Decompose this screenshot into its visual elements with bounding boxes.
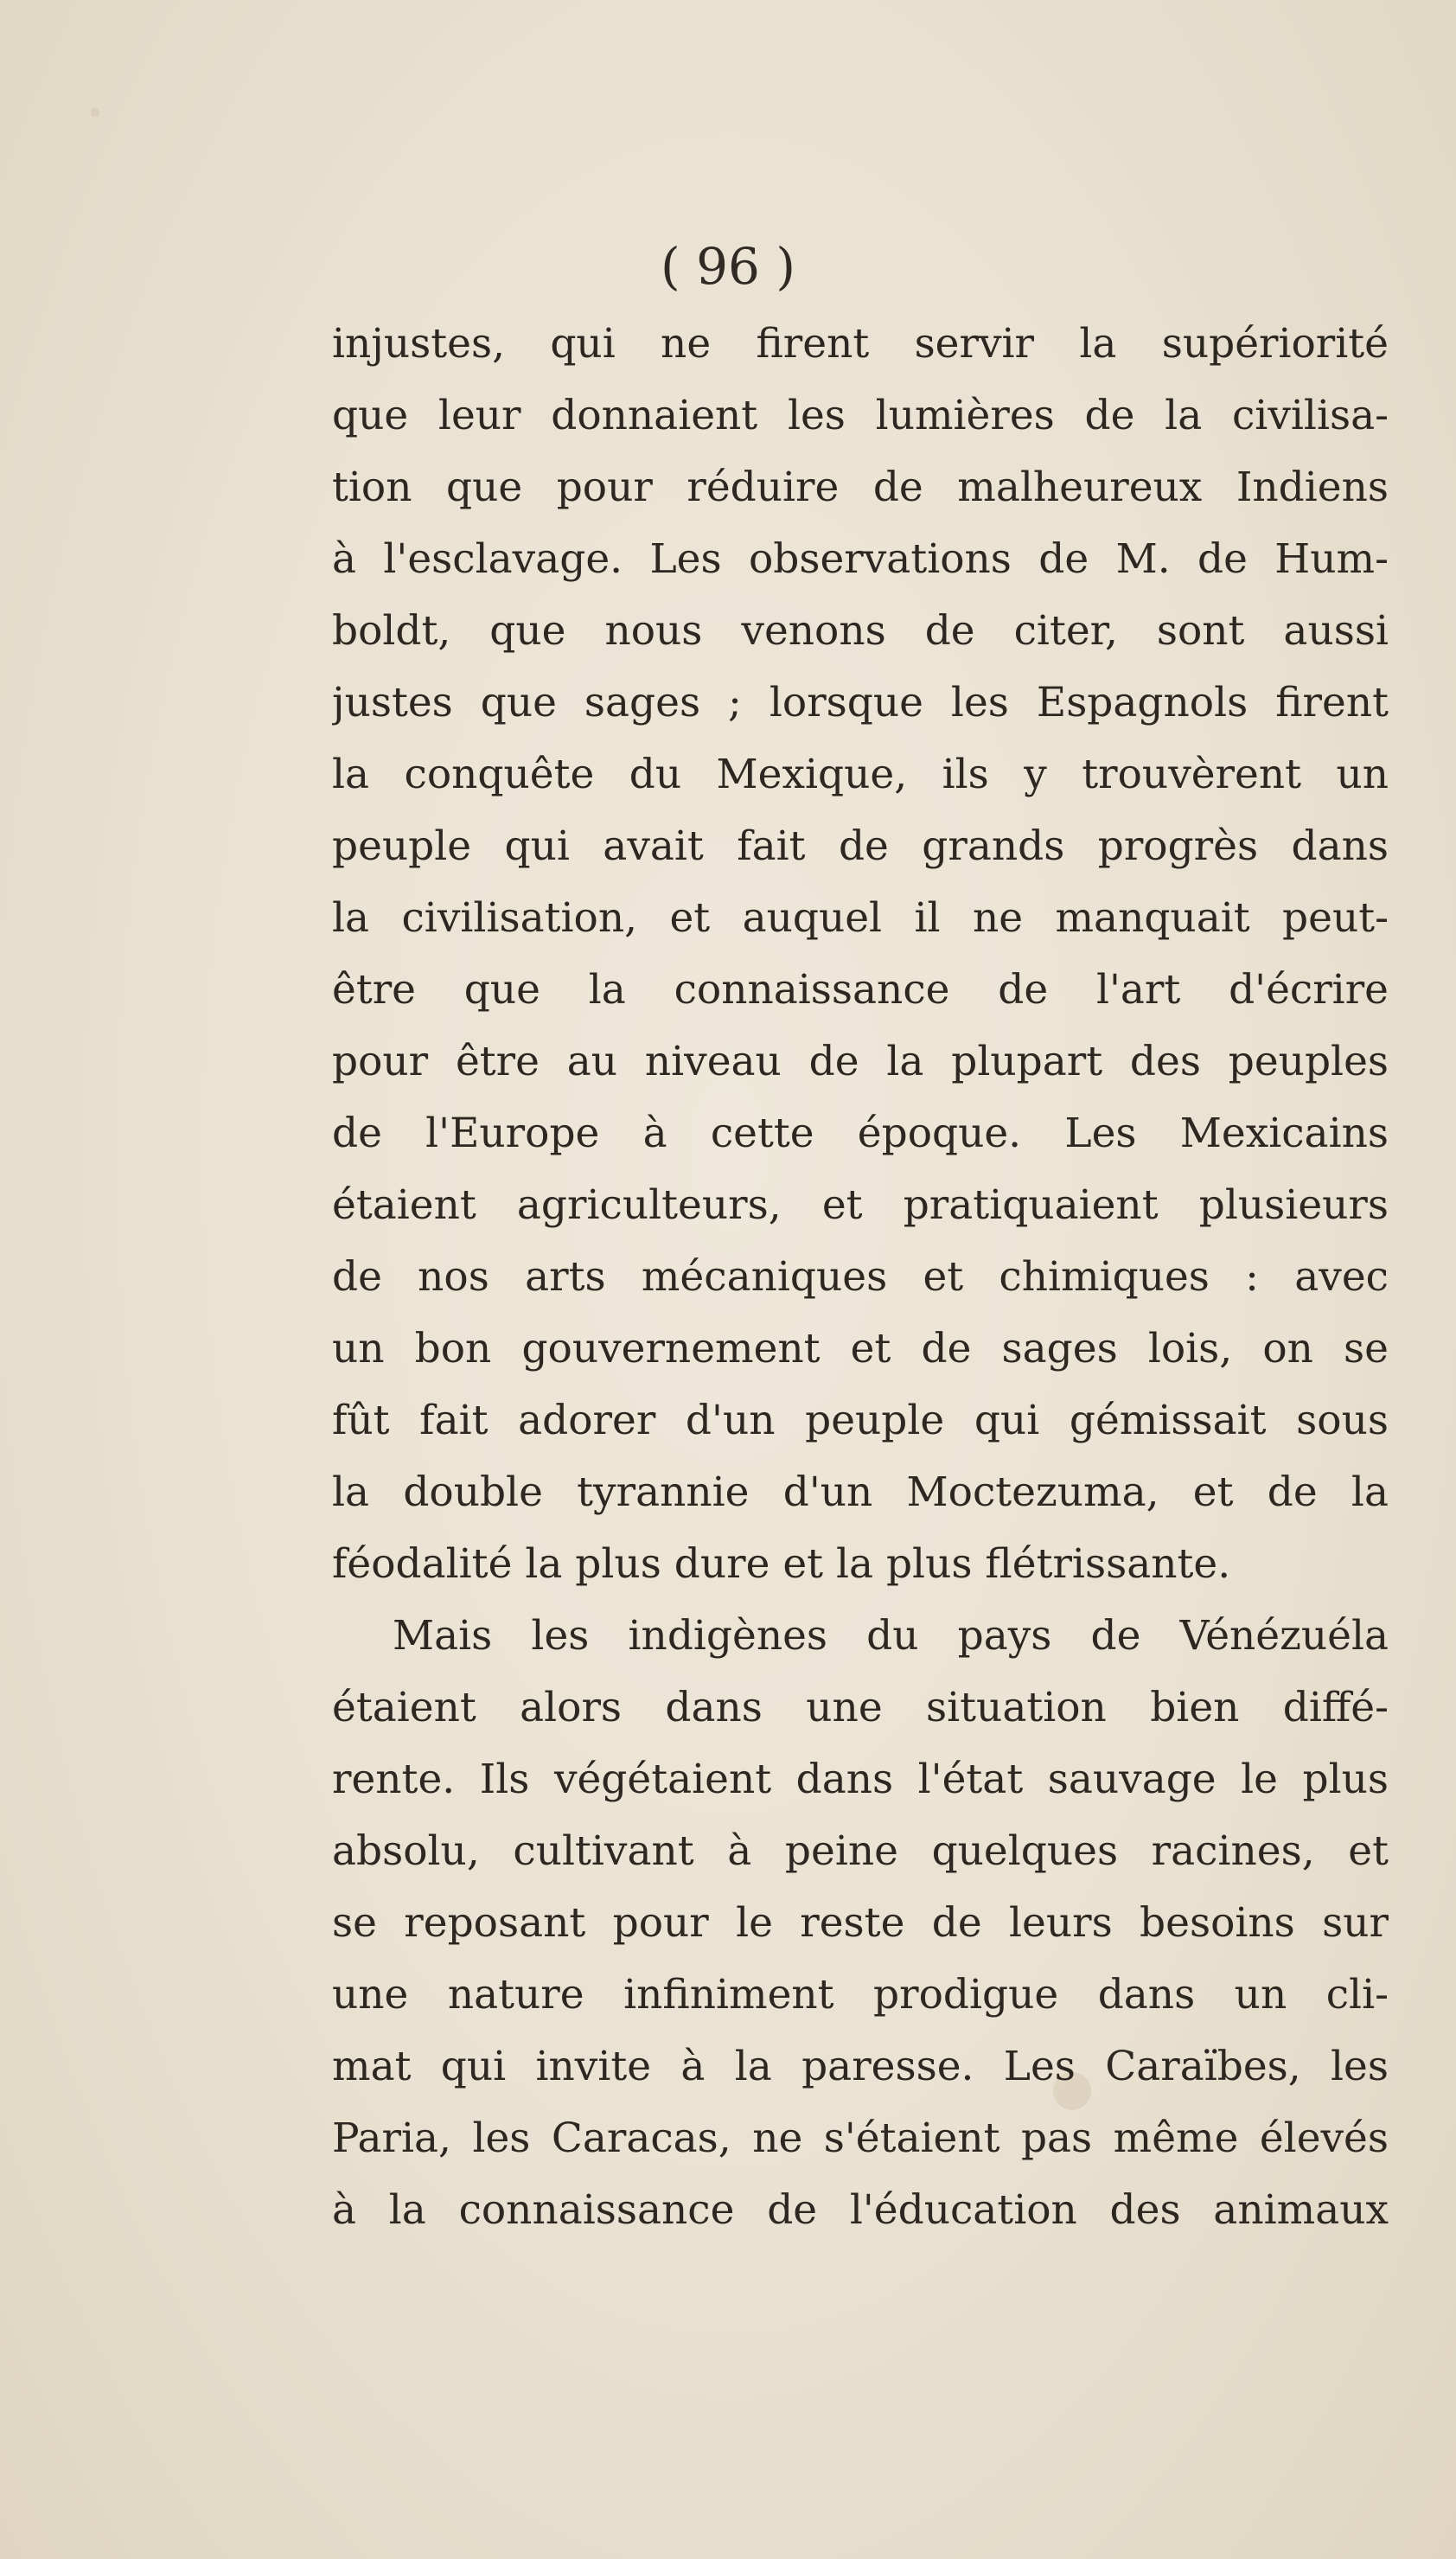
text-line: de nos arts mécaniques et chimiques : avec xyxy=(332,1253,1389,1301)
text-line: pour être au niveau de la plupart des peuples xyxy=(332,1038,1389,1085)
text-line: que leur donnaient les lumières de la civilisa- xyxy=(332,392,1389,439)
page-number: ( 96 ) xyxy=(661,237,795,296)
text-line: féodalité la plus dure et la plus flétrissante. xyxy=(332,1540,1231,1588)
text-line: la civilisation, et auquel il ne manquait peut- xyxy=(332,894,1389,942)
text-line: à la connaissance de l'éducation des animaux xyxy=(332,2186,1389,2234)
text-line: absolu, cultivant à peine quelques racines, et xyxy=(332,1827,1389,1875)
text-line: étaient alors dans une situation bien diffé- xyxy=(332,1684,1389,1731)
text-line: étaient agriculteurs, et pratiquaient plusieurs xyxy=(332,1181,1389,1229)
text-line: un bon gouvernement et de sages lois, on se xyxy=(332,1325,1389,1372)
text-line: à l'esclavage. Les observations de M. de Hum- xyxy=(332,535,1389,583)
body-text xyxy=(332,308,1389,2246)
text-line: se reposant pour le reste de leurs besoins sur xyxy=(332,1899,1389,1947)
text-line: la conquête du Mexique, ils y trouvèrent un xyxy=(332,751,1389,798)
text-line: rente. Ils végétaient dans l'état sauvage le plus xyxy=(332,1756,1389,1803)
text-line: être que la connaissance de l'art d'écrire xyxy=(332,966,1389,1014)
text-line: justes que sages ; lorsque les Espagnols firent xyxy=(332,679,1389,726)
text-line: de l'Europe à cette époque. Les Mexicains xyxy=(332,1110,1389,1157)
text-line: une nature infiniment prodigue dans un cli- xyxy=(332,1971,1389,2018)
paper-stain xyxy=(91,108,99,117)
text-line: Mais les indigènes du pays de Vénézuéla xyxy=(393,1612,1389,1660)
text-line: boldt, que nous venons de citer, sont aussi xyxy=(332,607,1389,655)
text-line: la double tyrannie d'un Moctezuma, et de la xyxy=(332,1468,1389,1516)
text-line: peuple qui avait fait de grands progrès dans xyxy=(332,822,1389,870)
text-line: fût fait adorer d'un peuple qui gémissait sous xyxy=(332,1397,1389,1444)
text-line: tion que pour réduire de malheureux Indiens xyxy=(332,464,1389,511)
text-line: injustes, qui ne firent servir la supériorité xyxy=(332,320,1389,368)
text-line: Paria, les Caracas, ne s'étaient pas même élevés xyxy=(332,2114,1389,2162)
text-line: mat qui invite à la paresse. Les Caraïbes, les xyxy=(332,2043,1389,2090)
